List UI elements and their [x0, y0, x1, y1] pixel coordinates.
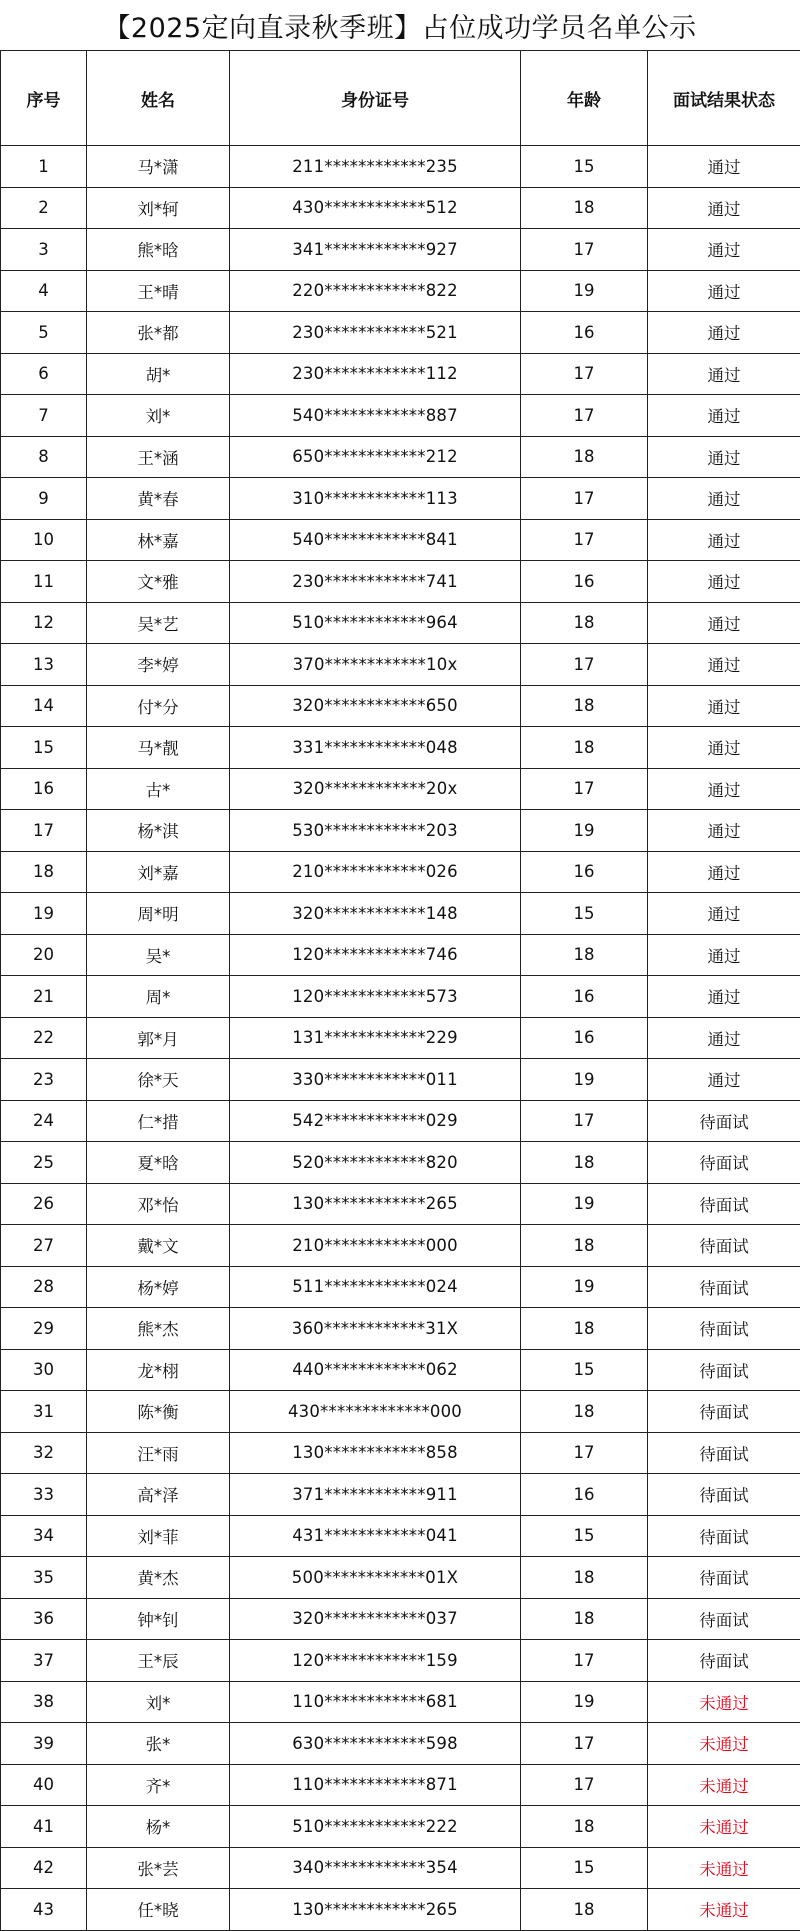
- roster-table: [0, 50, 800, 1931]
- cell-no: 17: [1, 810, 87, 852]
- table-row: [1, 478, 800, 520]
- cell-age: 15: [521, 1847, 648, 1889]
- cell-no: 27: [1, 1225, 87, 1267]
- cell-id: 650************212: [230, 436, 521, 478]
- cell-id: 210************000: [230, 1225, 521, 1267]
- cell-no: 2: [1, 187, 87, 229]
- cell-status: 待面试: [648, 1598, 800, 1640]
- cell-status: 待面试: [648, 1557, 800, 1599]
- cell-id: 440************062: [230, 1349, 521, 1391]
- cell-status: 待面试: [648, 1183, 800, 1225]
- cell-id: 331************048: [230, 727, 521, 769]
- cell-no: 25: [1, 1142, 87, 1184]
- table-row: [1, 1391, 800, 1433]
- cell-no: 15: [1, 727, 87, 769]
- cell-id: 430*************000: [230, 1391, 521, 1433]
- cell-name: 杨*淇: [87, 810, 230, 852]
- cell-no: 38: [1, 1681, 87, 1723]
- cell-age: 15: [521, 1349, 648, 1391]
- cell-id: 530************203: [230, 810, 521, 852]
- cell-status: 通过: [648, 1017, 800, 1059]
- table-row: [1, 602, 800, 644]
- cell-id: 131************229: [230, 1017, 521, 1059]
- table-row: [1, 1681, 800, 1723]
- cell-name: 陈*衡: [87, 1391, 230, 1433]
- cell-id: 500************01X: [230, 1557, 521, 1599]
- table-row: [1, 270, 800, 312]
- header-age: 年龄: [521, 51, 648, 146]
- cell-age: 17: [521, 1764, 648, 1806]
- cell-status: 未通过: [648, 1681, 800, 1723]
- cell-age: 18: [521, 685, 648, 727]
- cell-name: 刘*: [87, 1681, 230, 1723]
- cell-status: 未通过: [648, 1723, 800, 1765]
- cell-status: 通过: [648, 146, 800, 188]
- cell-no: 18: [1, 851, 87, 893]
- cell-name: 林*嘉: [87, 519, 230, 561]
- cell-name: 戴*文: [87, 1225, 230, 1267]
- cell-id: 210************026: [230, 851, 521, 893]
- cell-name: 刘*菲: [87, 1515, 230, 1557]
- cell-status: 待面试: [648, 1391, 800, 1433]
- cell-id: 320************20x: [230, 768, 521, 810]
- cell-name: 周*明: [87, 893, 230, 935]
- cell-name: 钟*钊: [87, 1598, 230, 1640]
- cell-age: 18: [521, 1598, 648, 1640]
- cell-age: 16: [521, 1017, 648, 1059]
- cell-status: 通过: [648, 187, 800, 229]
- cell-id: 510************222: [230, 1806, 521, 1848]
- cell-no: 41: [1, 1806, 87, 1848]
- cell-id: 341************927: [230, 229, 521, 271]
- cell-status: 未通过: [648, 1889, 800, 1931]
- cell-id: 360************31X: [230, 1308, 521, 1350]
- cell-name: 刘*轲: [87, 187, 230, 229]
- cell-name: 王*涵: [87, 436, 230, 478]
- cell-no: 23: [1, 1059, 87, 1101]
- cell-id: 520************820: [230, 1142, 521, 1184]
- cell-name: 王*晴: [87, 270, 230, 312]
- cell-status: 待面试: [648, 1515, 800, 1557]
- cell-id: 511************024: [230, 1266, 521, 1308]
- cell-id: 110************681: [230, 1681, 521, 1723]
- table-row: [1, 395, 800, 437]
- cell-id: 320************037: [230, 1598, 521, 1640]
- cell-age: 16: [521, 851, 648, 893]
- cell-no: 8: [1, 436, 87, 478]
- cell-age: 19: [521, 270, 648, 312]
- table-row: [1, 810, 800, 852]
- cell-age: 16: [521, 312, 648, 354]
- cell-no: 36: [1, 1598, 87, 1640]
- table-row: [1, 893, 800, 935]
- cell-name: 李*婷: [87, 644, 230, 686]
- cell-no: 33: [1, 1474, 87, 1516]
- cell-age: 17: [521, 644, 648, 686]
- cell-status: 通过: [648, 685, 800, 727]
- table-row: [1, 1515, 800, 1557]
- cell-id: 431************041: [230, 1515, 521, 1557]
- cell-status: 通过: [648, 229, 800, 271]
- cell-no: 24: [1, 1100, 87, 1142]
- cell-id: 130************265: [230, 1889, 521, 1931]
- cell-no: 12: [1, 602, 87, 644]
- cell-status: 通过: [648, 602, 800, 644]
- cell-id: 320************650: [230, 685, 521, 727]
- cell-age: 18: [521, 602, 648, 644]
- cell-name: 汪*雨: [87, 1432, 230, 1474]
- cell-age: 19: [521, 1681, 648, 1723]
- table-row: [1, 1432, 800, 1474]
- cell-no: 26: [1, 1183, 87, 1225]
- cell-status: 待面试: [648, 1432, 800, 1474]
- cell-no: 3: [1, 229, 87, 271]
- cell-status: 通过: [648, 810, 800, 852]
- cell-name: 龙*栩: [87, 1349, 230, 1391]
- table-row: [1, 353, 800, 395]
- cell-status: 待面试: [648, 1225, 800, 1267]
- table-row: [1, 1349, 800, 1391]
- cell-age: 19: [521, 810, 648, 852]
- header-row: [1, 51, 800, 146]
- cell-status: 通过: [648, 561, 800, 603]
- table-row: [1, 1806, 800, 1848]
- table-row: [1, 1100, 800, 1142]
- cell-id: 310************113: [230, 478, 521, 520]
- cell-no: 43: [1, 1889, 87, 1931]
- cell-name: 黄*杰: [87, 1557, 230, 1599]
- cell-no: 14: [1, 685, 87, 727]
- table-row: [1, 519, 800, 561]
- cell-age: 15: [521, 1515, 648, 1557]
- cell-age: 17: [521, 1432, 648, 1474]
- cell-name: 高*泽: [87, 1474, 230, 1516]
- cell-no: 39: [1, 1723, 87, 1765]
- table-row: [1, 1017, 800, 1059]
- cell-status: 通过: [648, 727, 800, 769]
- cell-status: 通过: [648, 395, 800, 437]
- cell-name: 张*都: [87, 312, 230, 354]
- cell-age: 18: [521, 1391, 648, 1433]
- cell-id: 540************841: [230, 519, 521, 561]
- table-row: [1, 1266, 800, 1308]
- cell-name: 任*晓: [87, 1889, 230, 1931]
- cell-id: 370************10x: [230, 644, 521, 686]
- cell-age: 17: [521, 229, 648, 271]
- table-row: [1, 1847, 800, 1889]
- cell-age: 19: [521, 1183, 648, 1225]
- cell-age: 17: [521, 519, 648, 561]
- table-row: [1, 851, 800, 893]
- cell-status: 待面试: [648, 1349, 800, 1391]
- cell-id: 110************871: [230, 1764, 521, 1806]
- table-row: [1, 1183, 800, 1225]
- cell-id: 120************573: [230, 976, 521, 1018]
- cell-age: 17: [521, 1723, 648, 1765]
- cell-id: 540************887: [230, 395, 521, 437]
- cell-name: 熊*晗: [87, 229, 230, 271]
- cell-status: 通过: [648, 893, 800, 935]
- table-row: [1, 727, 800, 769]
- cell-no: 21: [1, 976, 87, 1018]
- cell-name: 刘*嘉: [87, 851, 230, 893]
- header-status: 面试结果状态: [648, 51, 800, 146]
- cell-name: 黄*春: [87, 478, 230, 520]
- table-row: [1, 436, 800, 478]
- cell-id: 120************746: [230, 934, 521, 976]
- cell-status: 通过: [648, 976, 800, 1018]
- cell-no: 28: [1, 1266, 87, 1308]
- cell-no: 9: [1, 478, 87, 520]
- cell-status: 通过: [648, 934, 800, 976]
- cell-no: 16: [1, 768, 87, 810]
- cell-name: 周*: [87, 976, 230, 1018]
- cell-status: 通过: [648, 851, 800, 893]
- table-row: [1, 644, 800, 686]
- cell-no: 11: [1, 561, 87, 603]
- header-no: 序号: [1, 51, 87, 146]
- cell-age: 18: [521, 187, 648, 229]
- cell-name: 刘*: [87, 395, 230, 437]
- cell-status: 通过: [648, 270, 800, 312]
- cell-age: 19: [521, 1266, 648, 1308]
- cell-status: 待面试: [648, 1640, 800, 1682]
- table-row: [1, 768, 800, 810]
- cell-age: 18: [521, 1557, 648, 1599]
- cell-id: 430************512: [230, 187, 521, 229]
- cell-name: 夏*晗: [87, 1142, 230, 1184]
- cell-id: 371************911: [230, 1474, 521, 1516]
- cell-age: 18: [521, 1889, 648, 1931]
- cell-age: 15: [521, 146, 648, 188]
- cell-status: 通过: [648, 478, 800, 520]
- cell-status: 通过: [648, 644, 800, 686]
- cell-no: 19: [1, 893, 87, 935]
- table-row: [1, 1640, 800, 1682]
- cell-status: 通过: [648, 353, 800, 395]
- cell-name: 熊*杰: [87, 1308, 230, 1350]
- cell-age: 17: [521, 1100, 648, 1142]
- cell-name: 张*: [87, 1723, 230, 1765]
- cell-status: 待面试: [648, 1266, 800, 1308]
- cell-age: 18: [521, 934, 648, 976]
- cell-name: 邓*怡: [87, 1183, 230, 1225]
- cell-age: 18: [521, 436, 648, 478]
- cell-no: 10: [1, 519, 87, 561]
- cell-status: 未通过: [648, 1847, 800, 1889]
- cell-no: 34: [1, 1515, 87, 1557]
- cell-age: 17: [521, 768, 648, 810]
- table-row: [1, 934, 800, 976]
- page-title: 【2025定向直录秋季班】占位成功学员名单公示: [0, 0, 800, 50]
- cell-no: 6: [1, 353, 87, 395]
- cell-age: 18: [521, 727, 648, 769]
- roster-body: [1, 146, 800, 1931]
- cell-id: 340************354: [230, 1847, 521, 1889]
- cell-name: 杨*: [87, 1806, 230, 1848]
- cell-name: 徐*天: [87, 1059, 230, 1101]
- header-id: 身份证号: [230, 51, 521, 146]
- cell-no: 13: [1, 644, 87, 686]
- cell-id: 542************029: [230, 1100, 521, 1142]
- cell-id: 211************235: [230, 146, 521, 188]
- cell-id: 230************521: [230, 312, 521, 354]
- cell-status: 通过: [648, 436, 800, 478]
- cell-id: 230************112: [230, 353, 521, 395]
- cell-id: 120************159: [230, 1640, 521, 1682]
- cell-status: 待面试: [648, 1100, 800, 1142]
- cell-name: 文*雅: [87, 561, 230, 603]
- cell-no: 37: [1, 1640, 87, 1682]
- table-row: [1, 229, 800, 271]
- table-row: [1, 976, 800, 1018]
- cell-age: 17: [521, 478, 648, 520]
- table-row: [1, 1723, 800, 1765]
- table-row: [1, 312, 800, 354]
- table-row: [1, 1142, 800, 1184]
- cell-no: 1: [1, 146, 87, 188]
- cell-age: 18: [521, 1225, 648, 1267]
- cell-no: 20: [1, 934, 87, 976]
- cell-no: 30: [1, 1349, 87, 1391]
- cell-name: 张*芸: [87, 1847, 230, 1889]
- table-row: [1, 146, 800, 188]
- cell-age: 18: [521, 1142, 648, 1184]
- cell-no: 42: [1, 1847, 87, 1889]
- cell-age: 16: [521, 976, 648, 1018]
- table-row: [1, 561, 800, 603]
- cell-name: 王*辰: [87, 1640, 230, 1682]
- cell-age: 16: [521, 1474, 648, 1516]
- cell-status: 待面试: [648, 1308, 800, 1350]
- table-row: [1, 685, 800, 727]
- cell-id: 630************598: [230, 1723, 521, 1765]
- cell-status: 通过: [648, 312, 800, 354]
- cell-age: 17: [521, 353, 648, 395]
- table-row: [1, 1308, 800, 1350]
- cell-name: 古*: [87, 768, 230, 810]
- cell-name: 马*靓: [87, 727, 230, 769]
- cell-age: 19: [521, 1059, 648, 1101]
- cell-no: 7: [1, 395, 87, 437]
- cell-name: 马*潇: [87, 146, 230, 188]
- cell-age: 18: [521, 1308, 648, 1350]
- cell-name: 吴*: [87, 934, 230, 976]
- cell-status: 通过: [648, 1059, 800, 1101]
- cell-id: 230************741: [230, 561, 521, 603]
- cell-id: 510************964: [230, 602, 521, 644]
- cell-id: 330************011: [230, 1059, 521, 1101]
- cell-no: 29: [1, 1308, 87, 1350]
- cell-no: 40: [1, 1764, 87, 1806]
- table-row: [1, 1474, 800, 1516]
- cell-id: 220************822: [230, 270, 521, 312]
- cell-name: 仁*措: [87, 1100, 230, 1142]
- cell-status: 通过: [648, 768, 800, 810]
- cell-id: 130************265: [230, 1183, 521, 1225]
- cell-name: 付*分: [87, 685, 230, 727]
- cell-name: 郭*月: [87, 1017, 230, 1059]
- cell-status: 待面试: [648, 1142, 800, 1184]
- cell-status: 未通过: [648, 1764, 800, 1806]
- table-row: [1, 1764, 800, 1806]
- cell-id: 320************148: [230, 893, 521, 935]
- cell-no: 32: [1, 1432, 87, 1474]
- cell-status: 待面试: [648, 1474, 800, 1516]
- cell-age: 18: [521, 1806, 648, 1848]
- cell-no: 35: [1, 1557, 87, 1599]
- cell-name: 吴*艺: [87, 602, 230, 644]
- cell-status: 通过: [648, 519, 800, 561]
- cell-name: 杨*婷: [87, 1266, 230, 1308]
- table-row: [1, 1557, 800, 1599]
- header-name: 姓名: [87, 51, 230, 146]
- cell-age: 17: [521, 1640, 648, 1682]
- cell-age: 17: [521, 395, 648, 437]
- cell-name: 齐*: [87, 1764, 230, 1806]
- table-row: [1, 1889, 800, 1931]
- cell-no: 31: [1, 1391, 87, 1433]
- cell-status: 未通过: [648, 1806, 800, 1848]
- cell-name: 胡*: [87, 353, 230, 395]
- cell-id: 130************858: [230, 1432, 521, 1474]
- cell-age: 15: [521, 893, 648, 935]
- table-row: [1, 1059, 800, 1101]
- cell-age: 16: [521, 561, 648, 603]
- table-row: [1, 1225, 800, 1267]
- cell-no: 22: [1, 1017, 87, 1059]
- table-row: [1, 1598, 800, 1640]
- cell-no: 5: [1, 312, 87, 354]
- table-row: [1, 187, 800, 229]
- cell-no: 4: [1, 270, 87, 312]
